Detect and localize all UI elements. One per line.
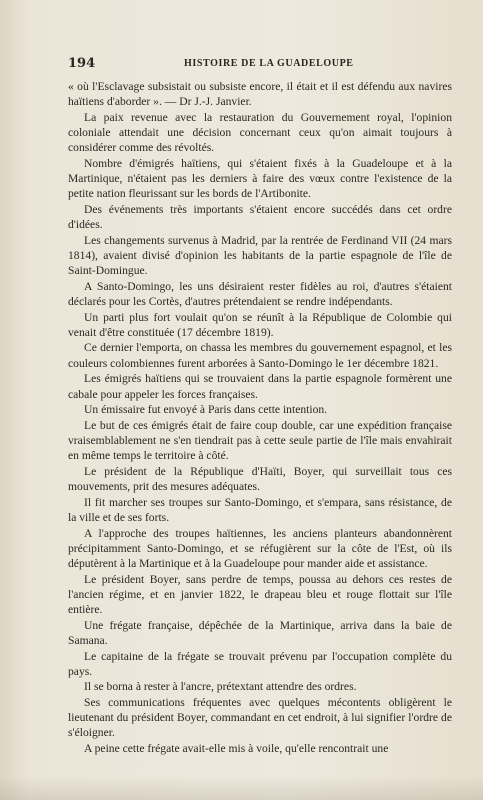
paragraph: Le capitaine de la frégate se trouvait prévenu par l'occupation complète du pays. [68, 649, 452, 678]
paragraph: A l'approche des troupes haïtiennes, les anciens planteurs abandonnèrent précipitamment Santo-Domingo, et se réfugièrent sur la côte de l'Est, où ils députèrent à la Martinique et à la Guadeloupe pour mander aide et assistance. [68, 526, 452, 570]
paragraph: Il fit marcher ses troupes sur Santo-Domingo, et s'empara, sans résistance, de la ville et de ses forts. [68, 495, 452, 524]
paragraph: Une frégate française, dépêchée de la Martinique, arriva dans la baie de Samana. [68, 618, 452, 647]
paragraph: Le président de la République d'Haïti, Boyer, qui surveillait tous ces mouvements, prit des mesures adéquates. [68, 464, 452, 494]
page-bottom-shadow [0, 776, 483, 800]
paragraph: Le président Boyer, sans perdre de temps, poussa au dehors ces restes de l'ancien régime, et en janvier 1822, le drapeau bleu et rouge flottait sur l'île entière. [68, 572, 452, 616]
paragraph: Ce dernier l'emporta, on chassa les membres du gouvernement espagnol, et les couleurs colombiennes furent arborées à Santo-Domingo le 1er décembre 1821. [68, 341, 452, 370]
paragraph: « où l'Esclavage subsistait ou subsiste encore, il était et il est défendu aux navires haïtiens d'aborder ». — Dr J.-J. Janvier. [68, 80, 452, 109]
paragraph: Nombre d'émigrés haïtiens, qui s'étaient fixés à la Guadeloupe et à la Martinique, n'étaient pas les derniers à faire des vœux contre l'existence de la petite nation fleurissant sur les bords de l'Artibonite. [68, 156, 452, 201]
page-header [0, 56, 483, 72]
paragraph: Il se borna à rester à l'ancre, prétextant attendre des ordres. [84, 680, 357, 694]
paragraph: Des événements très importants s'étaient encore succédés dans cet ordre d'idées. [68, 202, 452, 232]
paragraph: A Santo-Domingo, les uns désiraient rester fidèles au roi, d'autres s'étaient déclarés pour les Cortès, d'autres prétendaient se rendre indépendants. [68, 279, 452, 308]
paragraph: A peine cette frégate avait-elle mis à voile, qu'elle rencontrait une [84, 742, 389, 756]
page-number: 194 [68, 56, 96, 71]
paragraph: La paix revenue avec la restauration du Gouvernement royal, l'opinion coloniale attendait une décision concernant ceux qu'on aimait toujours à considérer comme des révoltés. [68, 110, 452, 155]
page-body [68, 79, 452, 757]
paragraph: Un émissaire fut envoyé à Paris dans cette intention. [84, 403, 328, 417]
paragraph: Le but de ces émigrés était de faire coup double, car une expédition française vraisemblablement ne s'en tiendrait pas à cette seule partie de l'île mais envahirait en même temps le territoire à côté. [68, 418, 452, 463]
paragraph: Les émigrés haïtiens qui se trouvaient dans la partie espagnole formèrent une cabale pour appeler les forces françaises. [68, 372, 452, 401]
paragraph: Les changements survenus à Madrid, par la rentrée de Ferdinand VII (24 mars 1814), avaient divisé d'opinion les habitants de la partie espagnole de l'île de Saint-Domingue. [68, 233, 452, 278]
running-title: HISTOIRE DE LA GUADELOUPE [184, 58, 354, 69]
paragraph: Ses communications fréquentes avec quelques mécontents obligèrent le lieutenant du président Boyer, commandant en cet endroit, à lui signifier l'ordre de s'éloigner. [68, 696, 452, 740]
paragraph: Un parti plus fort voulait qu'on se réunît à la République de Colombie qui venait d'être constituée (17 décembre 1819). [68, 310, 452, 339]
